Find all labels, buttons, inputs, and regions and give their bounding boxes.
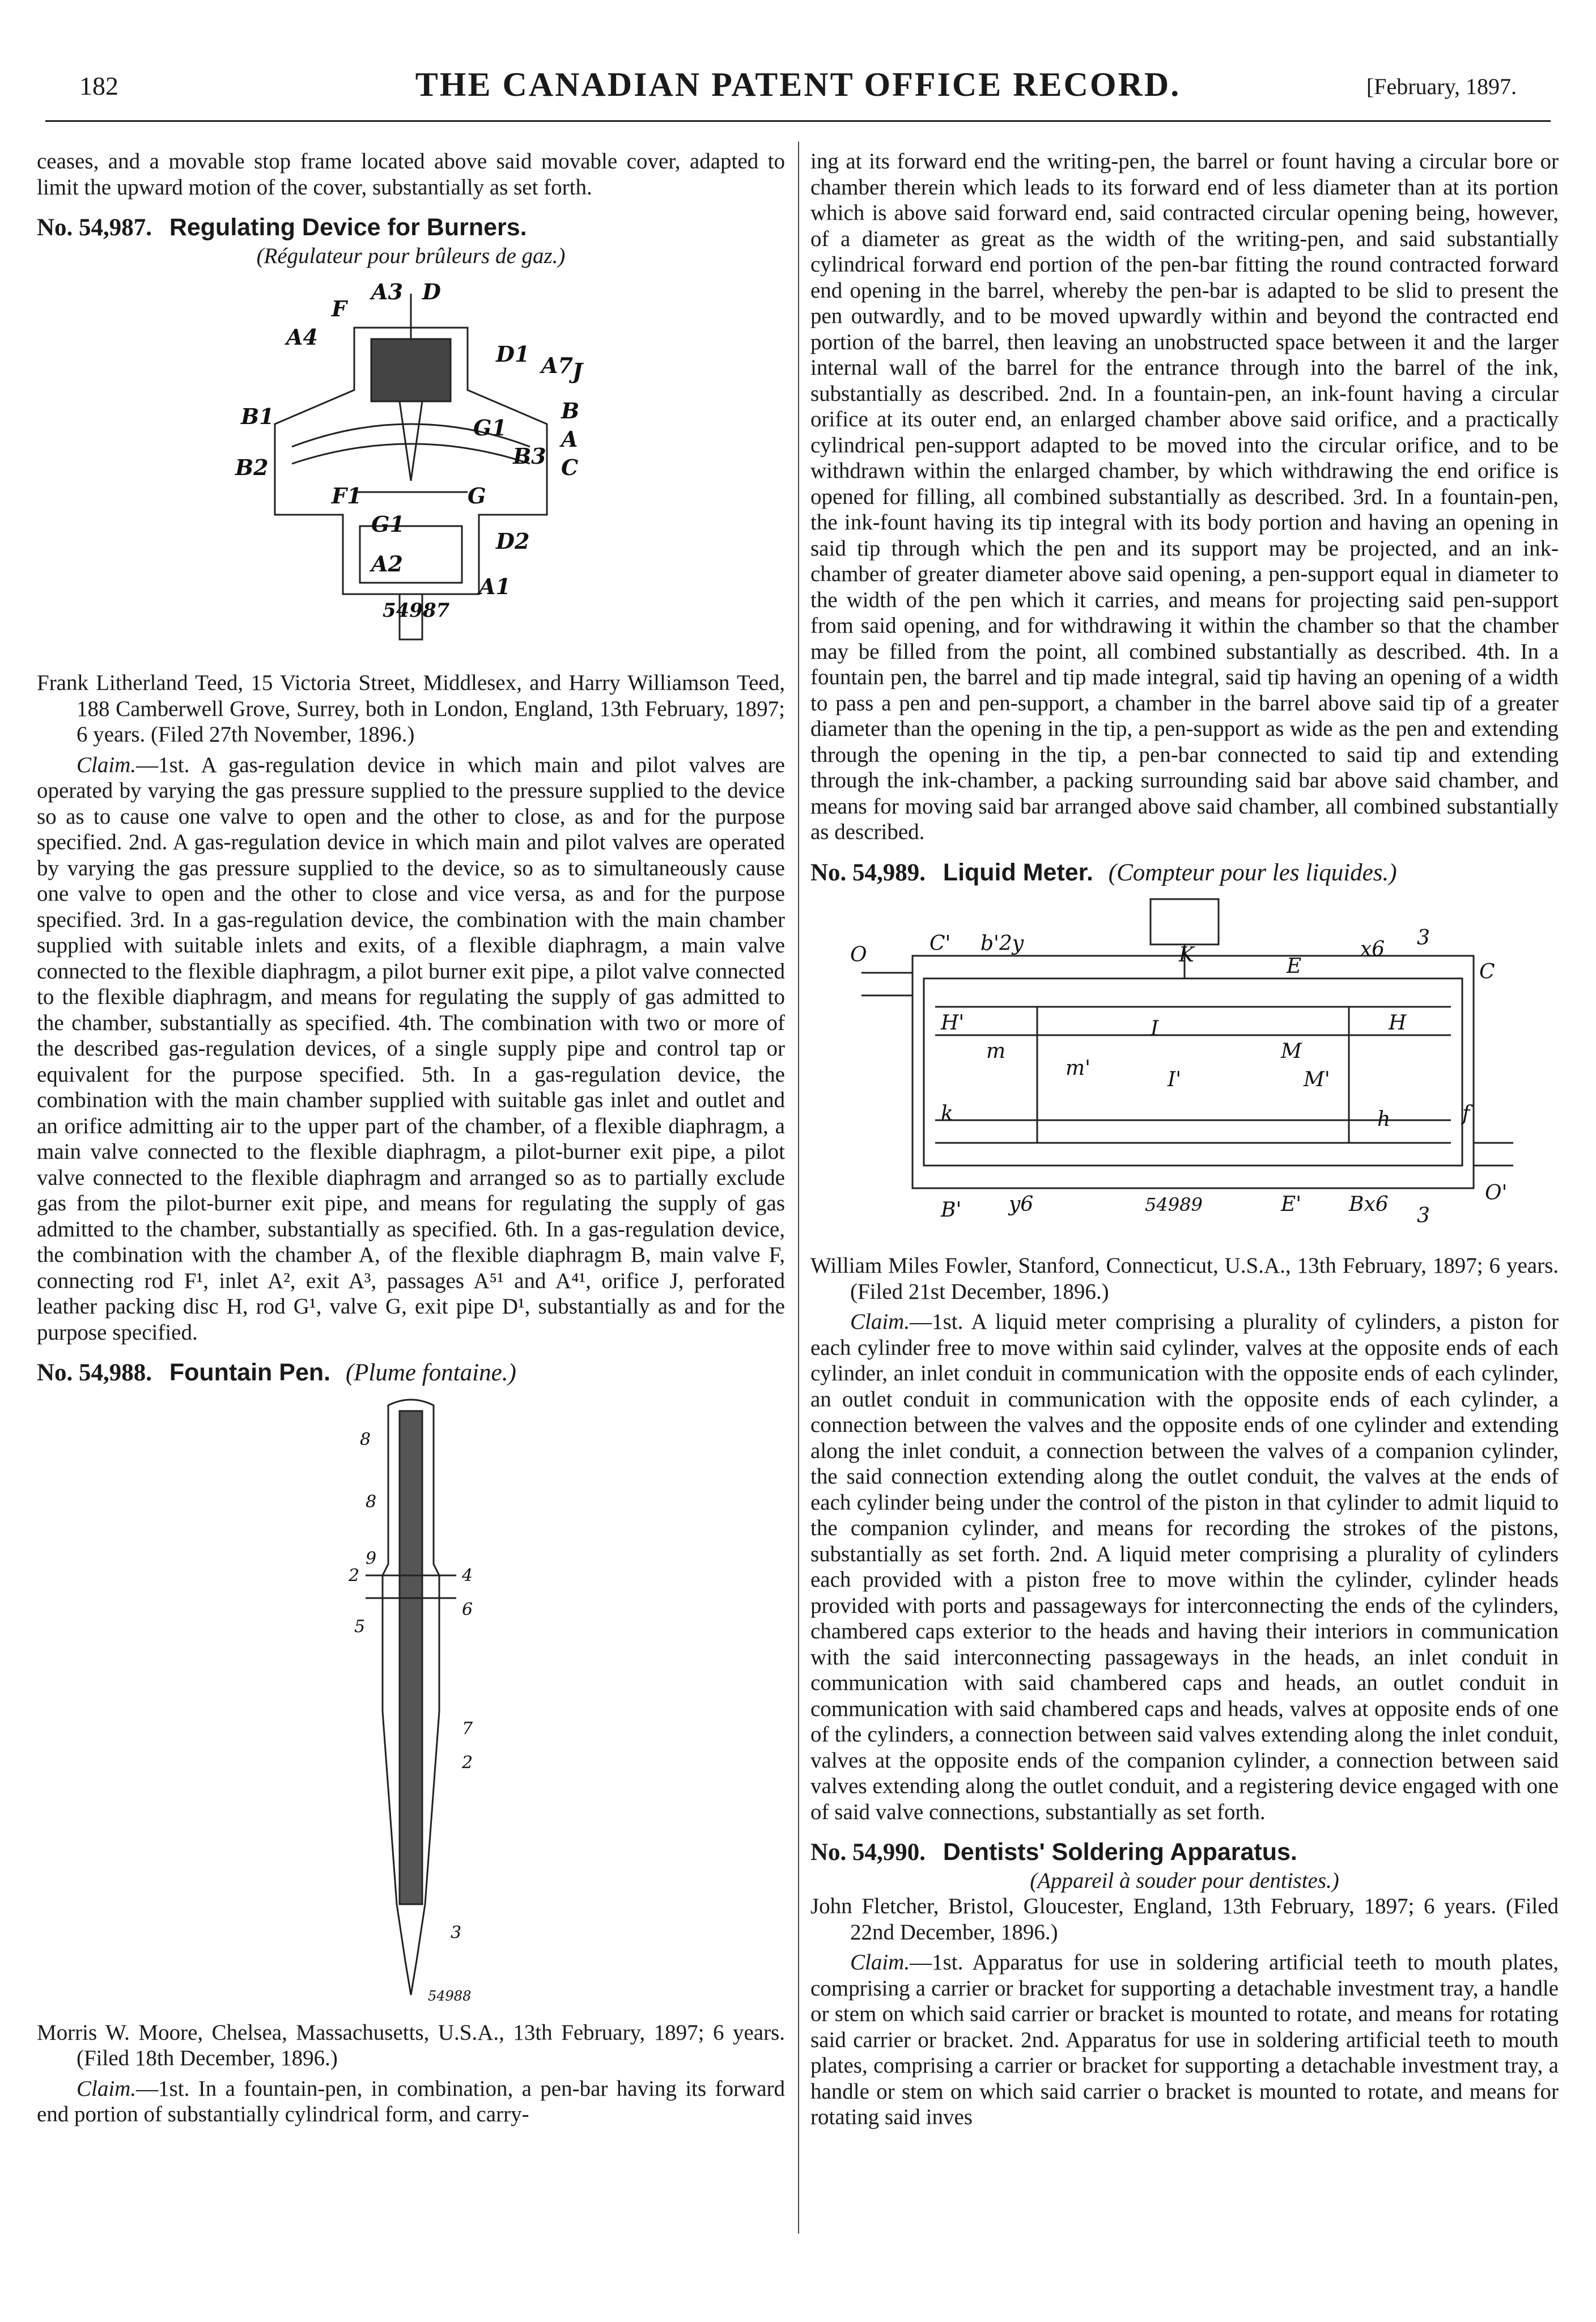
fig-label: O — [850, 943, 867, 967]
fig-label: k — [941, 1102, 953, 1125]
inventor: William Miles Fowler, Stanford, Connecticut, U.S.A., 13th February, 1897; 6 years. (Filed 21st December, 1896.) — [810, 1253, 1559, 1304]
fig-label: 2 — [462, 1752, 473, 1773]
claim-label: Claim. — [850, 1310, 910, 1334]
fig-label: 3 — [1417, 1204, 1430, 1227]
fountain-pen-figure — [326, 1394, 496, 2012]
inventor: Morris W. Moore, Chelsea, Massachusetts, U.S.A., 13th February, 1897; 6 years. (Filed 18th December, 1896.) — [37, 2020, 785, 2070]
fig-label: 7 — [462, 1718, 473, 1739]
fig-label: 3 — [451, 1922, 462, 1943]
fig-label: 2 — [349, 1565, 360, 1586]
header-rule — [45, 120, 1551, 122]
claim-label: Claim. — [77, 752, 137, 777]
patent-heading-54990 — [810, 1840, 1559, 1866]
fig-label: O' — [1485, 1181, 1508, 1205]
fig-label: 6 — [462, 1599, 473, 1620]
fig-label: D — [422, 279, 441, 304]
fig-label: H' — [941, 1011, 965, 1035]
fig-label: B1 — [241, 404, 274, 429]
fig-label: h — [1377, 1108, 1391, 1131]
liquid-meter-figure — [850, 893, 1519, 1245]
fig-label: G1 — [473, 415, 507, 440]
fig-label: 9 — [366, 1548, 377, 1569]
french-title: (Régulateur pour brûleurs de gaz.) — [256, 243, 566, 268]
inventor: John Fletcher, Bristol, Gloucester, England, 13th February, 1897; 6 years. (Filed 22nd December, 1896.) — [810, 1894, 1559, 1944]
claim-label: Claim. — [77, 2076, 137, 2101]
fig-label: A3 — [371, 279, 403, 304]
fig-label: B3 — [513, 443, 546, 469]
fig-label: 8 — [366, 1491, 377, 1512]
fig-label: A7 — [541, 353, 573, 378]
fig-label: C — [1479, 960, 1495, 984]
fig-label: B — [561, 398, 580, 423]
fig-label: b'2y — [980, 932, 1024, 955]
inventor: Frank Litherland Teed, 15 Victoria Street, Middlesex, and Harry Williamson Teed, 188 Camberwell Grove, Surrey, both in London, England, 13th February, 1897; 6 years. (Filed 27th November, 1896.) — [37, 671, 785, 747]
fig-label: H — [1389, 1011, 1407, 1035]
fig-label: I' — [1168, 1068, 1182, 1091]
patent-number: No. 54,990. — [810, 1839, 926, 1866]
claim-label: Claim. — [850, 1950, 910, 1974]
issue-date: [February, 1897. — [1366, 74, 1517, 99]
fig-label: F1 — [332, 483, 362, 509]
fig-label: D1 — [496, 341, 530, 367]
patent-heading-54989 — [810, 860, 1559, 886]
fig-label: m' — [1066, 1057, 1091, 1080]
claim-text: —1st. Apparatus for use in soldering artificial teeth to mouth plates, comprising a carrier or bracket for supporting a detachable investment tray, a handle or stem on which said carrier or bracket is mounted to rotate, and means for rotating said carrier or bracket. 2nd. Apparatus for use in soldering artificial teeth to mouth plates, comprising a carrier or bracket for supporting a detachable investment tray, a handle or stem on which said carrier o bracket is mounted to rotate, and means for rotating said inves — [810, 1950, 1559, 2129]
fig-label: m — [986, 1040, 1006, 1063]
patent-title: Dentists' Soldering Apparatus. — [943, 1838, 1297, 1866]
french-title: (Plume fontaine.) — [345, 1359, 516, 1386]
fig-label: B' — [941, 1198, 962, 1222]
fig-label: J — [572, 358, 583, 384]
claim-text: —1st. A liquid meter comprising a plurality of cylinders, a piston for each cylinder free to move within said cylinder, valves at the opposite ends of each cylinder, an inlet conduit in communication with the opposite ends of each cylinder, an outlet conduit in communication with the opposite ends of each cylinder, a connection between the valves and the opposite ends of one cylinder and extending along the inlet conduit, a connection between the valves of a companion cylinder, the said connection extending along the outlet conduit, the valves at the ends of each cylinder being under the control of the piston in that cylinder to admit liquid to the companion cylinder, and means for recording the strokes of the pistons, substantially as set forth. 2nd. A liquid meter comprising a plurality of cylinders each provided with a piston free to move within the cylinder, cylinder heads provided with ports and passageways for interconnecting the ends of the cylinders, chambered caps exterior to the heads and having their interiors in communication with the said interconnecting passageways in the heads, an inlet conduit in communication with said chambered caps and heads, an outlet conduit in communication with said chambered caps and heads, valves at opposite ends of one of the cylinders, a connection between said valves extending along the inlet conduit, valves at the opposite ends of the companion cylinder, a connection between said valves extending along the outlet conduit, and a registering device engaged with one of said valve connections, substantially as set forth. — [810, 1310, 1559, 1824]
fig-label: A1 — [479, 574, 511, 599]
fig-label: f — [1462, 1102, 1470, 1125]
fig-label: G1 — [371, 511, 405, 537]
fig-label: K — [1179, 943, 1194, 967]
fig-label: M — [1281, 1040, 1302, 1063]
fig-label: I — [1151, 1017, 1159, 1040]
burner-regulator-figure — [230, 277, 592, 662]
fig-label: F — [332, 296, 347, 321]
continued-text: ing at its forward end the writing-pen, the barrel or fount having a circular bore or chamber therein which leads to its forward end of less diameter than at its portion which is above said forward end, said contracted circular opening being, however, of a diameter as great as the width of the writing-pen, and said substantially cylindrical forward end portion of the pen-bar fitting the round contracted forward end opening in the barrel, whereby the pen-bar is adapted to be slid to present the pen outwardly, and to be moved upwardly within and beyond the contracted end portion of the barrel, then leaving an unobstructed space between it and the larger internal wall of the barrel for the entrance through into the barrel of the ink, substantially as described. 2nd. In a fountain-pen, an ink-fount having a circular orifice at its outer end, an enlarged chamber above said orifice, and a practically cylindrical pen-support adapted to be moved into the circular orifice, and to be withdrawn within the enlarged chamber, by which withdrawing the end orifice is opened for filling, all combined substantially as described. 3rd. In a fountain-pen, the ink-fount having its tip integral with its body portion and having an opening in said tip through which the pen and its support may be projected, and an ink-chamber of greater diameter above said opening, a pen-support equal in diameter to the width of the pen which it carries, and means for projecting said pen-support from said opening, and for withdrawing it within the chamber so that the chamber may be filled from the point, all combined substantially as described. 4th. In a fountain pen, the barrel and tip made integral, said tip having an opening of a width to pass a pen and pen-support, a chamber in the barrel above said tip of a greater diameter than the opening in the tip, a pen-support as wide as the pen and extending through the opening in the tip, a pen-bar connected to said tip and extending through the ink-chamber, a packing surrounding said bar above said chamber, and means for moving said bar arranged above said chamber, all combined substantially as described. — [810, 149, 1559, 844]
patent-number: No. 54,988. — [37, 1359, 152, 1386]
fig-label: A2 — [371, 551, 403, 577]
fig-label: 8 — [360, 1429, 371, 1450]
fig-label: A — [561, 426, 578, 452]
column-divider — [798, 142, 799, 2234]
fig-label: M' — [1304, 1068, 1330, 1091]
fig-number: 54988 — [428, 1988, 472, 2004]
fig-label: C — [561, 455, 579, 480]
patent-title: Liquid Meter. — [943, 858, 1093, 886]
fig-label: D2 — [496, 528, 530, 554]
patent-number: No. 54,989. — [810, 859, 926, 886]
fig-label: E — [1287, 955, 1302, 978]
journal-title: THE CANADIAN PATENT OFFICE RECORD. — [415, 66, 1181, 103]
patent-title: Fountain Pen. — [169, 1359, 331, 1386]
patent-heading-54988 — [37, 1360, 785, 1386]
fig-label: Bx6 — [1349, 1193, 1389, 1216]
fig-label: x6 — [1360, 938, 1385, 961]
claim-text: —1st. A gas-regulation device in which main and pilot valves are operated by varying the gas pressure supplied to the pressure supplied to the device so as to cause one valve to open and the other to close, as and for the purpose specified. 2nd. A gas-regulation device in which main and pilot valves are operated by varying the gas pressure supplied to the device, so as to simultaneously cause one valve to open and the other to close and vice versa, as and for the purpose specified. 3rd. In a gas-regulation device, the combination with the main chamber supplied with suitable inlets and exits, of a flexible diaphragm, a main valve connected to the flexible diaphragm, a pilot burner exit pipe, a pilot valve connected to the flexible diaphragm, and means for regulating the supply of gas admitted to the chamber, substantially as specified. 4th. The combination with two or more of the described gas-regulation devices, of a single supply pipe and control tap or equivalent for the purpose specified. 5th. In a gas-regulation device, the combination with the main chamber supplied with suitable gas inlet and outlet and an orifice admitting air to the upper part of the chamber, of a flexible diaphragm, a main valve connected to the flexible diaphragm, a pilot-burner exit pipe, a pilot valve connected to the flexible diaphragm and arranged so as to partially exclude gas from the pilot-burner exit pipe, and means for regulating the supply of gas admitted to the chamber, substantially as specified. 6th. In a gas-regulation device, the combination with the chamber A, of the flexible diaphragm B, main valve F, connecting rod F¹, inlet A², exit A³, passages A⁵¹ and A⁴¹, orifice J, perforated leather packing disc H, rod G¹, valve G, exit pipe D¹, substantially as and for the purpose specified. — [37, 752, 785, 1345]
fig-label: E' — [1281, 1193, 1302, 1216]
fig-label: 5 — [354, 1616, 366, 1637]
patent-title: Regulating Device for Burners. — [169, 214, 527, 241]
fig-label: C' — [929, 932, 951, 955]
fig-number: 54987 — [383, 599, 450, 622]
continued-text: ceases, and a movable stop frame located above said movable cover, adapted to limit the upward motion of the cover, substantially as set forth. — [37, 149, 785, 200]
right-column — [810, 149, 1559, 2135]
fig-label: B2 — [235, 455, 269, 480]
fig-label: y6 — [1009, 1193, 1034, 1216]
french-title: (Compteur pour les liquides.) — [1108, 859, 1397, 886]
fig-label: 3 — [1417, 926, 1430, 950]
claim-text: —1st. In a fountain-pen, in combination, a pen-bar having its forward end portion of substantially cylindrical form, and carry- — [37, 2076, 785, 2126]
french-title: (Appareil à souder pour dentistes.) — [1030, 1868, 1339, 1893]
fig-label: 4 — [462, 1565, 473, 1586]
fig-number: 54989 — [1145, 1194, 1203, 1215]
patent-number: No. 54,987. — [37, 214, 152, 241]
patent-heading-54987 — [37, 215, 785, 241]
fig-label: G — [468, 483, 486, 509]
page-header — [79, 65, 1517, 116]
page-number: 182 — [79, 71, 118, 100]
left-column — [37, 149, 785, 2132]
fig-label: A4 — [286, 324, 318, 350]
